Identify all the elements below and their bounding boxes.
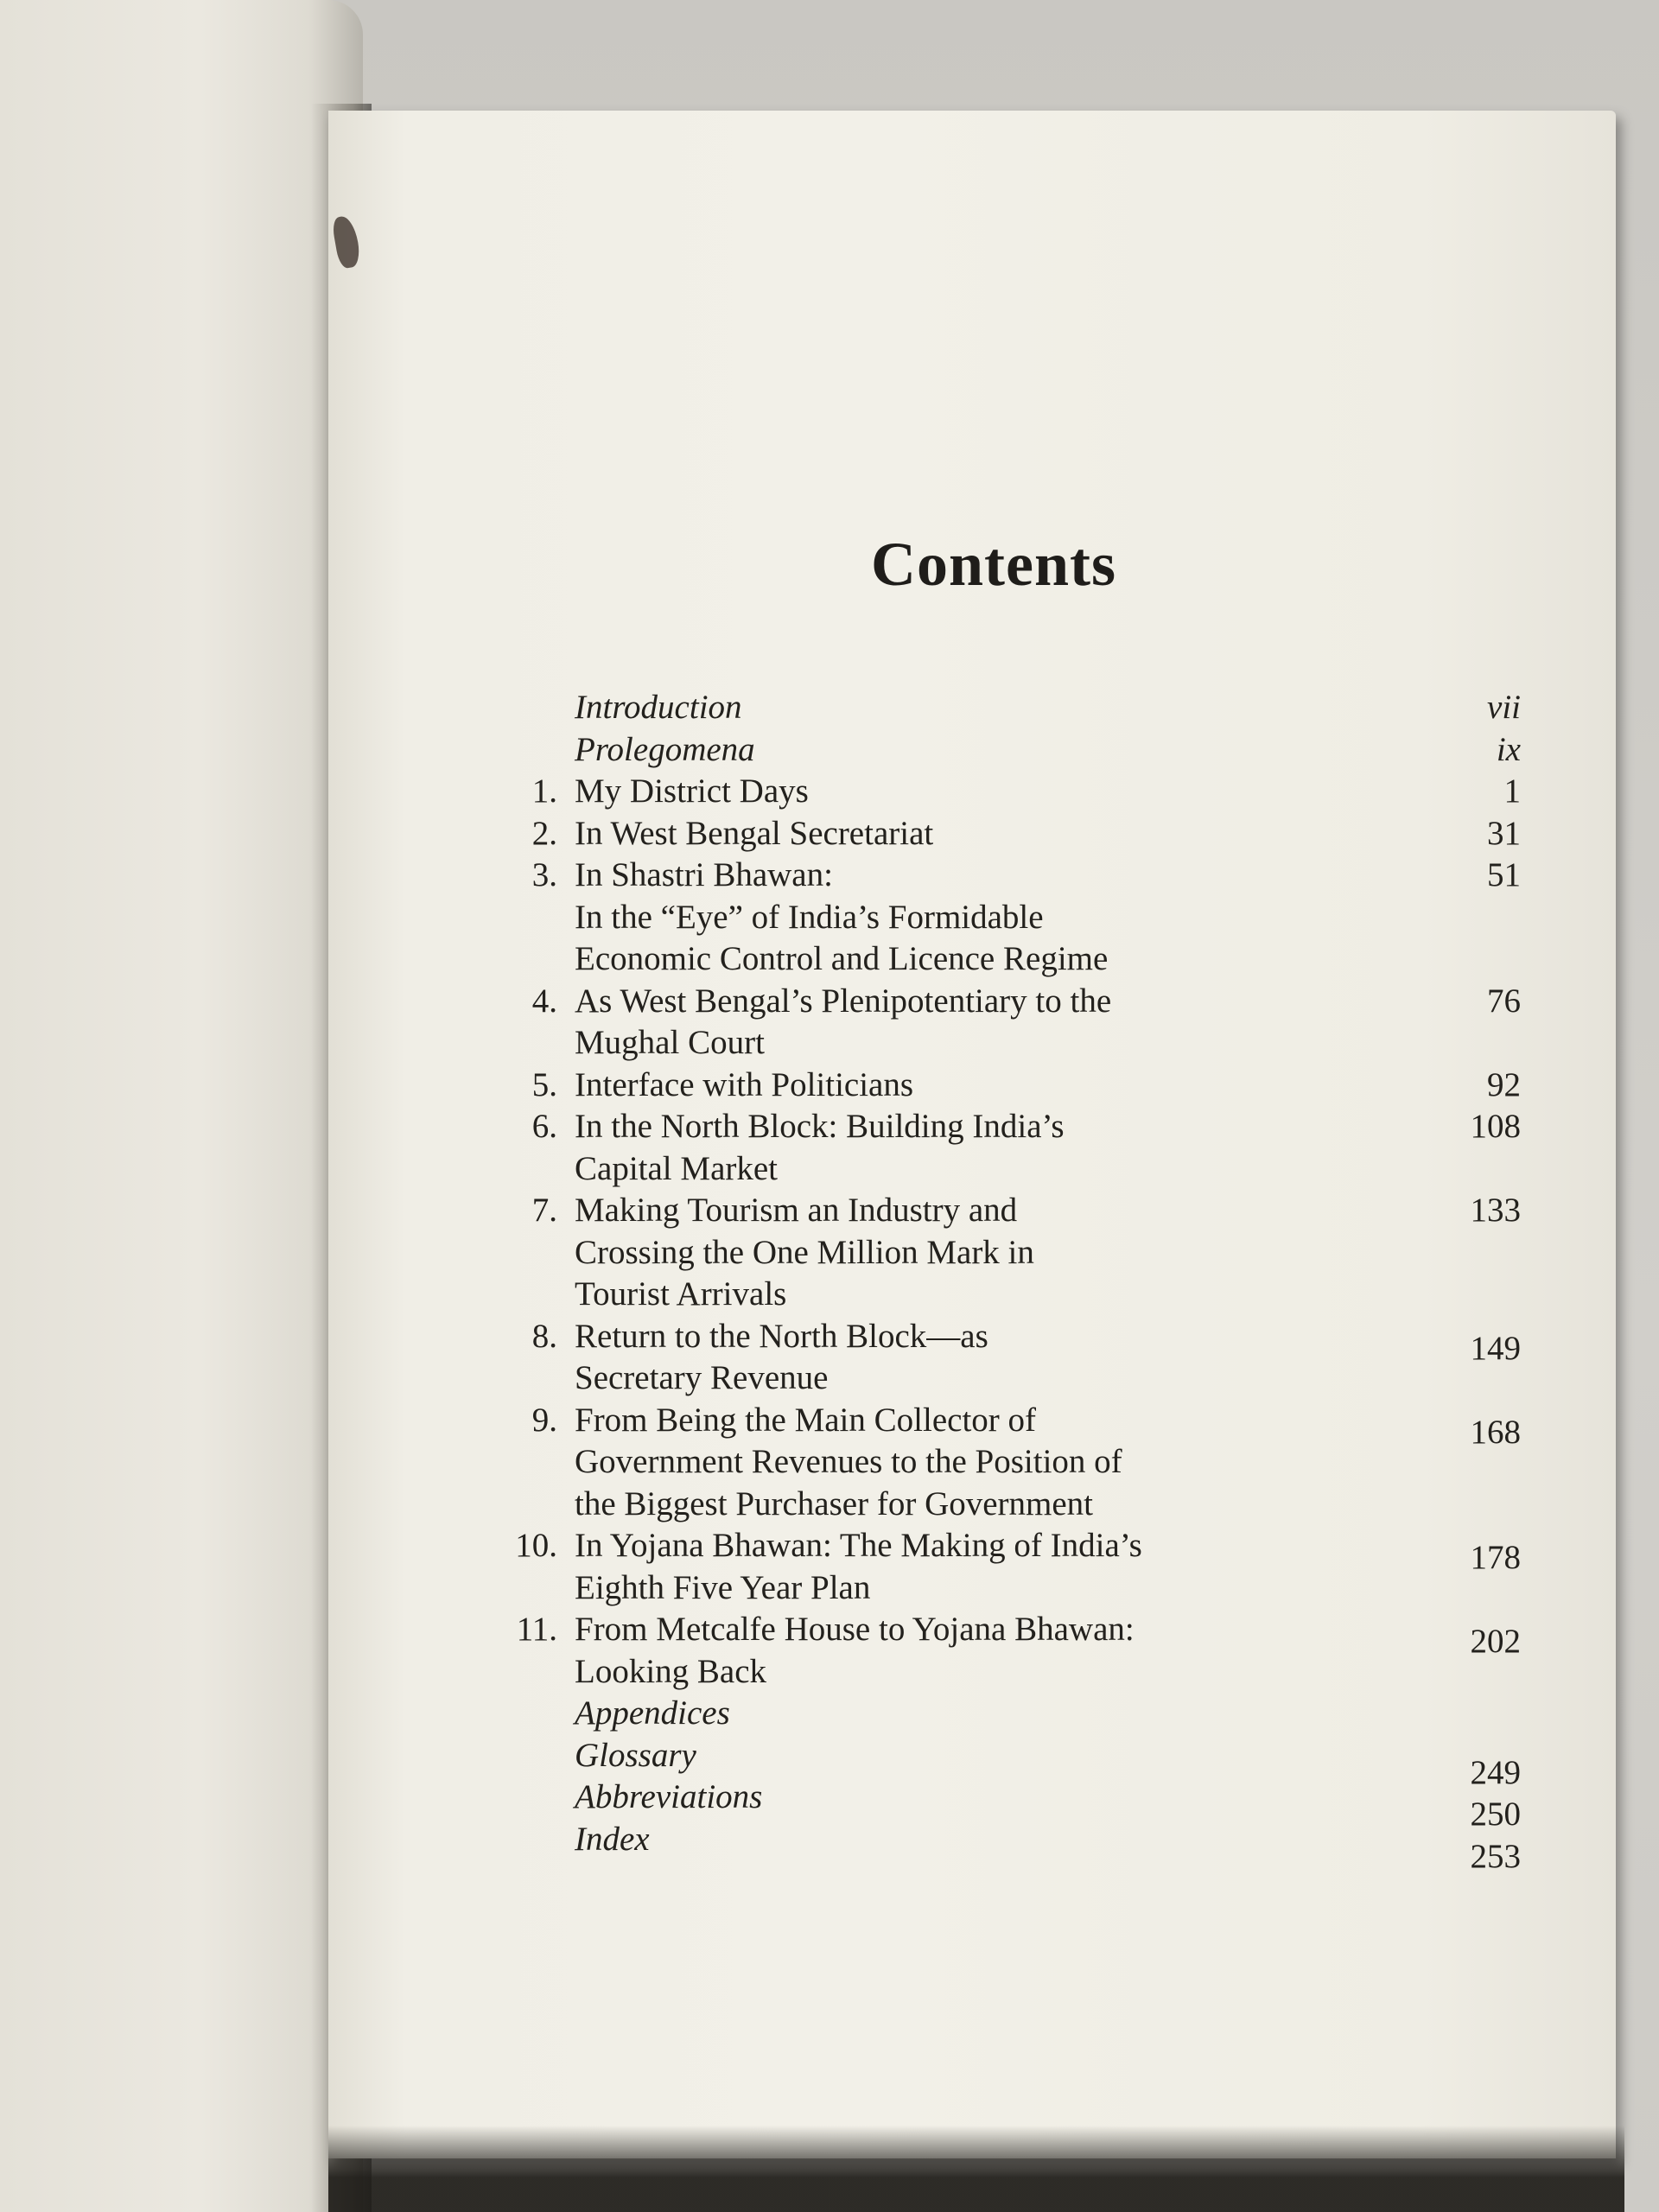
entry-number: 1.	[531, 772, 557, 810]
entry-number: 5.	[531, 1065, 557, 1103]
entry-page: 202	[1470, 1623, 1521, 1660]
toc-entry-prolegomena	[484, 729, 1521, 772]
toc-entry-glossary	[484, 1735, 1521, 1791]
entry-number: 11.	[516, 1611, 557, 1648]
entry-title-line: Government Revenues to the Position of	[575, 1443, 1122, 1480]
toc-entry-chapter-6	[484, 1106, 1521, 1190]
toc-entry-chapter-9	[484, 1400, 1521, 1526]
entry-title-line: Looking Back	[575, 1652, 767, 1690]
entry-title	[575, 1106, 1318, 1190]
table-of-contents	[484, 687, 1521, 1875]
entry-page: 168	[1470, 1413, 1521, 1451]
entry-title-line: Eighth Five Year Plan	[575, 1568, 871, 1606]
entry-title-line: In the North Block: Building India’s	[575, 1108, 1065, 1145]
entry-title-line: Interface with Politicians	[575, 1065, 914, 1103]
entry-title-line: Economic Control and Licence Regime	[575, 940, 1109, 977]
entry-title: Prolegomena	[575, 730, 755, 768]
entry-number	[484, 1777, 575, 1819]
entry-number	[484, 1693, 575, 1735]
entry-page: vii	[1487, 689, 1521, 726]
entry-title	[575, 1609, 1318, 1693]
entry-page: 92	[1487, 1065, 1521, 1103]
entry-title-line: Mughal Court	[575, 1024, 765, 1061]
entry-number: 9.	[531, 1401, 557, 1439]
entry-number: 6.	[531, 1108, 557, 1145]
entry-page: 249	[1470, 1753, 1521, 1791]
entry-title-line: My District Days	[575, 772, 809, 810]
entry-title-line: Making Tourism an Industry and	[575, 1192, 1018, 1229]
entry-number: 3.	[531, 856, 557, 893]
entry-page: 1	[1503, 772, 1521, 810]
toc-entry-chapter-8	[484, 1316, 1521, 1400]
entry-title-line: In Yojana Bhawan: The Making of India’s	[575, 1527, 1142, 1564]
entry-title-line: From Being the Main Collector of	[575, 1401, 1037, 1439]
entry-number: 4.	[531, 982, 557, 1020]
page-bottom-shadow	[328, 2126, 1624, 2212]
entry-title	[575, 855, 1318, 981]
toc-entry-introduction	[484, 687, 1521, 729]
entry-title	[575, 1065, 1318, 1107]
toc-entry-chapter-11	[484, 1609, 1521, 1693]
entry-title	[575, 1316, 1318, 1400]
entry-title-line: In West Bengal Secretariat	[575, 814, 934, 852]
entry-title-line: As West Bengal’s Plenipotentiary to the	[575, 982, 1112, 1020]
entry-page: 108	[1470, 1108, 1521, 1145]
entry-number	[484, 729, 575, 772]
entry-title	[575, 813, 1318, 855]
toc-entry-abbreviations	[484, 1777, 1521, 1833]
entry-title	[575, 981, 1318, 1065]
entry-title	[575, 1400, 1318, 1526]
toc-entry-chapter-7	[484, 1190, 1521, 1316]
toc-entry-chapter-2	[484, 813, 1521, 855]
toc-entry-chapter-5	[484, 1065, 1521, 1107]
entry-number: 2.	[531, 814, 557, 852]
entry-page: 250	[1470, 1796, 1521, 1833]
entry-title-line: Capital Market	[575, 1149, 779, 1187]
entry-title: Index	[575, 1820, 650, 1858]
entry-title	[575, 1190, 1318, 1316]
entry-title: Glossary	[575, 1736, 696, 1774]
entry-title-line: From Metcalfe House to Yojana Bhawan:	[575, 1611, 1135, 1648]
entry-page: 51	[1487, 856, 1521, 893]
entry-title-line: the Biggest Purchaser for Government	[575, 1484, 1094, 1522]
toc-entry-index	[484, 1819, 1521, 1875]
entry-number: 7.	[531, 1192, 557, 1229]
entry-page: 149	[1470, 1329, 1521, 1367]
left-page	[0, 0, 363, 2212]
entry-number: 8.	[531, 1317, 557, 1355]
entry-title-line: Crossing the One Million Mark in	[575, 1233, 1034, 1271]
toc-entry-chapter-3	[484, 855, 1521, 981]
page-title: Contents	[870, 530, 1116, 599]
entry-title-line: Tourist Arrivals	[575, 1275, 787, 1313]
toc-entry-appendices	[484, 1693, 1521, 1735]
toc-entry-chapter-1	[484, 771, 1521, 813]
entry-title: Appendices	[575, 1694, 730, 1732]
entry-title-line: Secretary Revenue	[575, 1359, 829, 1396]
entry-page: ix	[1496, 730, 1521, 768]
entry-number	[484, 1735, 575, 1777]
entry-page: 253	[1470, 1837, 1521, 1875]
entry-title: Introduction	[575, 689, 742, 726]
entry-title: Abbreviations	[575, 1778, 763, 1815]
toc-entry-chapter-4	[484, 981, 1521, 1065]
entry-page: 178	[1470, 1539, 1521, 1576]
entry-number	[484, 1819, 575, 1861]
entry-page: 31	[1487, 814, 1521, 852]
entry-title	[575, 771, 1318, 813]
entry-title-line: In the “Eye” of India’s Formidable	[575, 898, 1044, 936]
entry-page: 76	[1487, 982, 1521, 1020]
entry-number	[484, 687, 575, 729]
entry-title	[575, 1525, 1318, 1609]
entry-number: 10.	[515, 1527, 557, 1564]
entry-title-line: In Shastri Bhawan:	[575, 856, 833, 893]
toc-entry-chapter-10	[484, 1525, 1521, 1609]
entry-page: 133	[1470, 1192, 1521, 1229]
entry-title-line: Return to the North Block—as	[575, 1317, 988, 1355]
